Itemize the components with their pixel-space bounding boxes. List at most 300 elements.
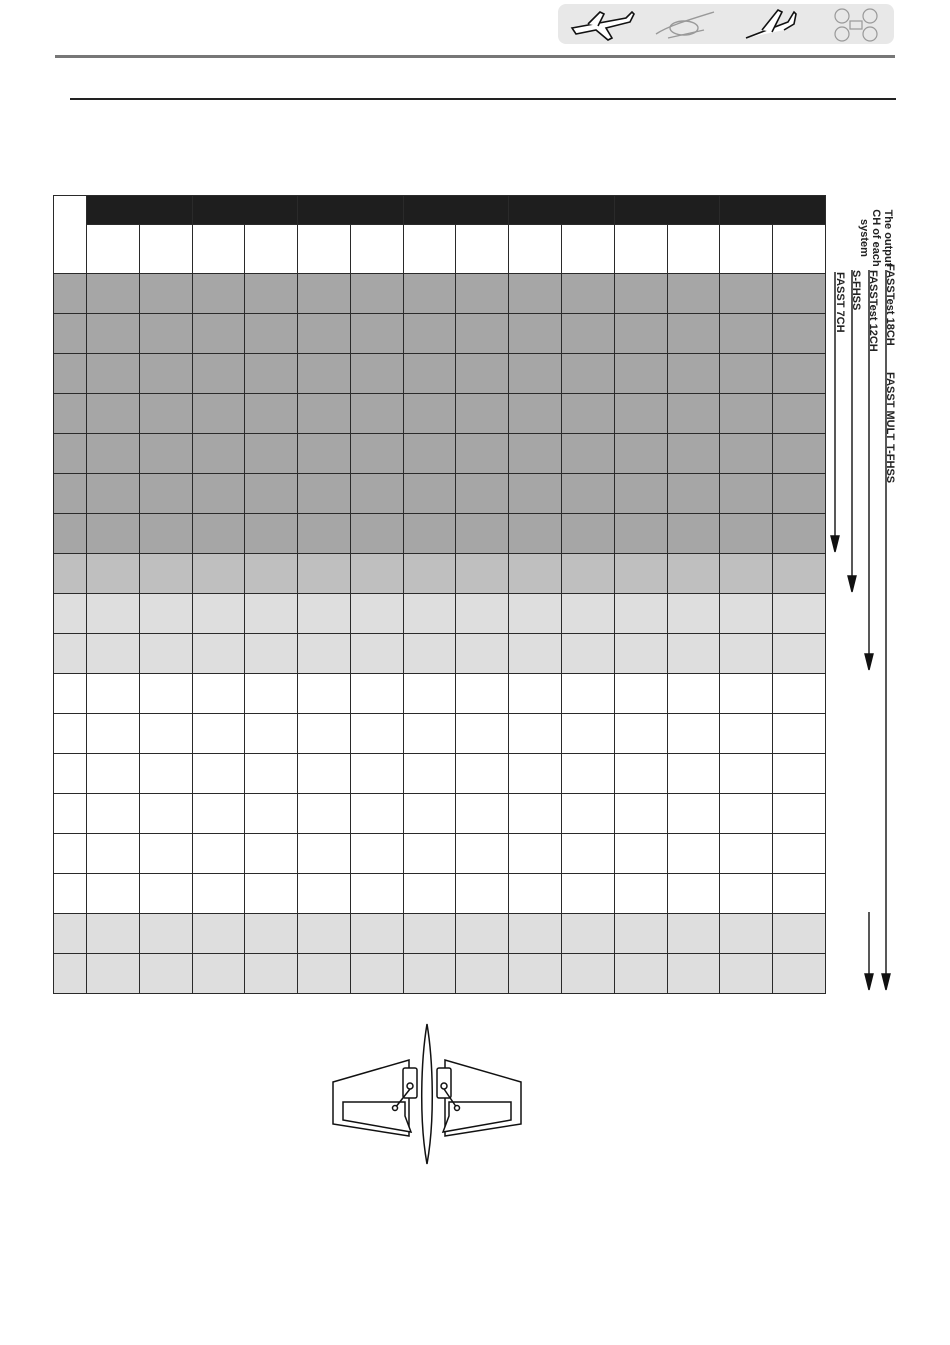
channel-number-cell	[54, 834, 87, 874]
table-row	[54, 354, 826, 394]
channel-number-cell	[54, 274, 87, 314]
table-cell	[614, 834, 667, 874]
function-subheader-cell	[773, 225, 826, 274]
table-cell	[87, 274, 140, 314]
table-cell	[139, 394, 192, 434]
table-cell	[139, 794, 192, 834]
function-subheader-cell	[509, 225, 562, 274]
table-cell	[667, 834, 720, 874]
table-cell	[562, 754, 615, 794]
table-cell	[456, 674, 509, 714]
table-cell	[403, 554, 456, 594]
table-cell	[192, 514, 245, 554]
channel-number-cell	[54, 914, 87, 954]
table-cell	[298, 634, 351, 674]
table-cell	[87, 714, 140, 754]
table-cell	[456, 434, 509, 474]
table-cell	[87, 514, 140, 554]
table-cell	[192, 554, 245, 594]
table-cell	[139, 274, 192, 314]
airplane-icon	[566, 4, 638, 44]
table-cell	[350, 954, 403, 994]
channel-number-cell	[54, 594, 87, 634]
table-cell	[667, 514, 720, 554]
function-subheader-cell	[350, 225, 403, 274]
table-cell	[509, 874, 562, 914]
table-row	[54, 674, 826, 714]
table-cell	[139, 874, 192, 914]
table-cell	[350, 394, 403, 434]
table-cell	[87, 834, 140, 874]
table-cell	[87, 874, 140, 914]
table-cell	[456, 274, 509, 314]
table-cell	[509, 634, 562, 674]
table-cell	[773, 594, 826, 634]
table-cell	[403, 754, 456, 794]
table-cell	[139, 314, 192, 354]
channel-number-cell	[54, 314, 87, 354]
table-cell	[720, 434, 773, 474]
table-cell	[614, 474, 667, 514]
table-cell	[614, 434, 667, 474]
table-cell	[245, 874, 298, 914]
table-cell	[562, 354, 615, 394]
section-rule	[70, 98, 896, 100]
table-cell	[245, 594, 298, 634]
system-label-fasstest-18ch: FASSTest 18CH	[884, 264, 896, 346]
table-cell	[139, 354, 192, 394]
table-cell	[350, 514, 403, 554]
table-cell	[720, 554, 773, 594]
table-row	[54, 874, 826, 914]
table-cell	[509, 474, 562, 514]
table-cell	[720, 914, 773, 954]
table-cell	[667, 354, 720, 394]
function-subheader-cell	[139, 225, 192, 274]
table-row	[54, 834, 826, 874]
glider-icon	[738, 4, 810, 44]
table-cell	[298, 954, 351, 994]
table-cell	[192, 474, 245, 514]
function-group-header	[720, 196, 826, 225]
table-subheader-row	[54, 225, 826, 274]
table-cell	[139, 714, 192, 754]
table-cell	[509, 714, 562, 754]
system-label-fasst-mult: FASST MULT	[884, 372, 896, 441]
table-cell	[720, 594, 773, 634]
table-cell	[773, 474, 826, 514]
table-cell	[720, 514, 773, 554]
table-cell	[192, 674, 245, 714]
channel-number-cell	[54, 474, 87, 514]
table-cell	[245, 794, 298, 834]
table-cell	[298, 514, 351, 554]
table-cell	[667, 634, 720, 674]
multicopter-icon	[820, 4, 892, 44]
table-cell	[350, 274, 403, 314]
output-caption-line-3: system	[858, 219, 870, 257]
table-cell	[667, 274, 720, 314]
table-cell	[245, 914, 298, 954]
table-cell	[245, 434, 298, 474]
table-cell	[509, 914, 562, 954]
channel-number-cell	[54, 634, 87, 674]
table-cell	[562, 954, 615, 994]
table-cell	[87, 434, 140, 474]
model-type-icons	[558, 4, 894, 44]
function-group-header	[87, 196, 193, 225]
table-cell	[192, 834, 245, 874]
table-cell	[350, 634, 403, 674]
table-cell	[403, 794, 456, 834]
function-subheader-cell	[403, 225, 456, 274]
table-cell	[720, 314, 773, 354]
table-cell	[87, 754, 140, 794]
table-cell	[773, 274, 826, 314]
table-cell	[667, 434, 720, 474]
table-cell	[298, 434, 351, 474]
table-cell	[773, 314, 826, 354]
table-cell	[192, 594, 245, 634]
table-cell	[403, 354, 456, 394]
table-cell	[562, 554, 615, 594]
table-cell	[614, 554, 667, 594]
table-cell	[245, 514, 298, 554]
table-cell	[245, 634, 298, 674]
table-cell	[192, 874, 245, 914]
table-cell	[245, 754, 298, 794]
table-cell	[298, 274, 351, 314]
table-cell	[403, 634, 456, 674]
table-cell	[773, 874, 826, 914]
table-cell	[192, 394, 245, 434]
table-cell	[298, 394, 351, 434]
table-cell	[509, 314, 562, 354]
table-cell	[773, 554, 826, 594]
function-subheader-cell	[245, 225, 298, 274]
table-cell	[562, 714, 615, 754]
table-cell	[245, 554, 298, 594]
table-cell	[562, 394, 615, 434]
table-cell	[350, 594, 403, 634]
table-cell	[139, 834, 192, 874]
table-cell	[509, 954, 562, 994]
table-cell	[773, 354, 826, 394]
system-range-arrows	[825, 260, 905, 1000]
table-cell	[350, 754, 403, 794]
system-label-t-fhss: T-FHSS	[884, 444, 896, 484]
table-cell	[245, 834, 298, 874]
table-cell	[245, 354, 298, 394]
table-cell	[509, 554, 562, 594]
table-cell	[298, 594, 351, 634]
function-subheader-cell	[298, 225, 351, 274]
table-cell	[456, 754, 509, 794]
table-cell	[456, 954, 509, 994]
table-cell	[667, 954, 720, 994]
system-label-fasstest-12ch: FASSTest 12CH	[867, 270, 879, 352]
table-cell	[456, 634, 509, 674]
table-cell	[298, 874, 351, 914]
table-cell	[403, 394, 456, 434]
table-cell	[614, 674, 667, 714]
table-cell	[350, 794, 403, 834]
table-cell	[562, 594, 615, 634]
table-cell	[139, 514, 192, 554]
channel-number-cell	[54, 714, 87, 754]
table-cell	[509, 394, 562, 434]
table-cell	[667, 874, 720, 914]
table-row	[54, 714, 826, 754]
table-cell	[298, 554, 351, 594]
table-cell	[139, 674, 192, 714]
table-cell	[614, 274, 667, 314]
table-cell	[773, 434, 826, 474]
flying-wing-servo-diagram-icon	[325, 1020, 529, 1168]
table-cell	[614, 514, 667, 554]
table-cell	[456, 714, 509, 754]
table-cell	[298, 354, 351, 394]
table-cell	[509, 434, 562, 474]
table-cell	[773, 794, 826, 834]
table-cell	[720, 794, 773, 834]
table-cell	[350, 314, 403, 354]
table-cell	[139, 554, 192, 594]
table-cell	[773, 394, 826, 434]
table-cell	[720, 394, 773, 434]
function-group-header	[403, 196, 509, 225]
table-cell	[298, 914, 351, 954]
table-row	[54, 554, 826, 594]
table-cell	[87, 914, 140, 954]
channel-number-cell	[54, 394, 87, 434]
table-cell	[720, 714, 773, 754]
table-cell	[720, 354, 773, 394]
table-cell	[87, 594, 140, 634]
table-cell	[562, 314, 615, 354]
table-cell	[614, 314, 667, 354]
table-cell	[562, 474, 615, 514]
table-cell	[509, 274, 562, 314]
table-cell	[509, 794, 562, 834]
function-subheader-cell	[667, 225, 720, 274]
table-cell	[298, 754, 351, 794]
table-cell	[456, 794, 509, 834]
table-cell	[667, 474, 720, 514]
table-cell	[192, 754, 245, 794]
table-row	[54, 954, 826, 994]
table-cell	[614, 354, 667, 394]
table-cell	[614, 754, 667, 794]
table-cell	[456, 874, 509, 914]
table-cell	[403, 474, 456, 514]
table-cell	[720, 474, 773, 514]
table-cell	[87, 794, 140, 834]
table-cell	[87, 634, 140, 674]
table-cell	[773, 514, 826, 554]
table-row	[54, 274, 826, 314]
table-cell	[139, 474, 192, 514]
table-cell	[350, 354, 403, 394]
channel-number-cell	[54, 954, 87, 994]
table-cell	[456, 834, 509, 874]
table-cell	[245, 954, 298, 994]
table-cell	[403, 914, 456, 954]
table-row	[54, 594, 826, 634]
table-cell	[773, 714, 826, 754]
table-cell	[562, 874, 615, 914]
table-cell	[192, 794, 245, 834]
table-cell	[87, 474, 140, 514]
table-cell	[509, 834, 562, 874]
table-cell	[298, 714, 351, 754]
table-cell	[562, 914, 615, 954]
table-cell	[192, 434, 245, 474]
table-cell	[720, 674, 773, 714]
table-cell	[456, 314, 509, 354]
table-row	[54, 514, 826, 554]
function-group-header	[192, 196, 298, 225]
table-cell	[614, 714, 667, 754]
table-cell	[509, 754, 562, 794]
table-cell	[87, 674, 140, 714]
table-cell	[614, 914, 667, 954]
table-cell	[667, 754, 720, 794]
table-cell	[403, 834, 456, 874]
table-cell	[192, 634, 245, 674]
table-cell	[667, 554, 720, 594]
table-cell	[509, 354, 562, 394]
table-row	[54, 754, 826, 794]
table-cell	[720, 954, 773, 994]
table-cell	[509, 594, 562, 634]
table-cell	[509, 674, 562, 714]
function-subheader-cell	[192, 225, 245, 274]
page-top-rule	[55, 55, 895, 58]
channel-number-cell	[54, 434, 87, 474]
channel-number-cell	[54, 354, 87, 394]
channel-grid	[53, 195, 826, 994]
table-cell	[509, 514, 562, 554]
function-subheader-cell	[720, 225, 773, 274]
table-cell	[720, 274, 773, 314]
function-group-header	[298, 196, 404, 225]
table-cell	[403, 434, 456, 474]
channel-number-cell	[54, 874, 87, 914]
table-cell	[245, 394, 298, 434]
table-cell	[245, 274, 298, 314]
table-cell	[192, 714, 245, 754]
table-cell	[192, 354, 245, 394]
table-cell	[773, 634, 826, 674]
table-cell	[403, 314, 456, 354]
table-cell	[87, 954, 140, 994]
table-cell	[456, 514, 509, 554]
table-cell	[298, 674, 351, 714]
table-cell	[139, 914, 192, 954]
table-cell	[350, 714, 403, 754]
table-cell	[139, 594, 192, 634]
table-cell	[139, 754, 192, 794]
output-caption-line-1: The output	[882, 209, 894, 267]
table-cell	[614, 394, 667, 434]
table-cell	[87, 394, 140, 434]
table-cell	[139, 954, 192, 994]
table-corner-cell	[54, 196, 87, 274]
table-cell	[456, 394, 509, 434]
table-cell	[773, 754, 826, 794]
table-cell	[192, 954, 245, 994]
table-cell	[456, 474, 509, 514]
system-label-s-fhss: S-FHSS	[850, 270, 862, 311]
table-cell	[667, 714, 720, 754]
table-cell	[667, 674, 720, 714]
table-cell	[562, 834, 615, 874]
table-cell	[403, 714, 456, 754]
table-row	[54, 434, 826, 474]
table-cell	[87, 314, 140, 354]
table-cell	[562, 514, 615, 554]
table-row	[54, 914, 826, 954]
table-cell	[350, 874, 403, 914]
table-cell	[456, 554, 509, 594]
table-cell	[614, 594, 667, 634]
table-cell	[403, 954, 456, 994]
channel-number-cell	[54, 514, 87, 554]
table-cell	[456, 914, 509, 954]
table-cell	[192, 314, 245, 354]
function-subheader-cell	[614, 225, 667, 274]
table-cell	[720, 834, 773, 874]
table-cell	[403, 274, 456, 314]
table-cell	[773, 914, 826, 954]
function-subheader-cell	[562, 225, 615, 274]
table-cell	[87, 554, 140, 594]
table-cell	[350, 834, 403, 874]
table-row	[54, 394, 826, 434]
table-cell	[667, 394, 720, 434]
system-label-fasst-7ch: FASST 7CH	[834, 272, 846, 333]
table-cell	[562, 634, 615, 674]
table-cell	[667, 314, 720, 354]
channel-number-cell	[54, 674, 87, 714]
function-group-header	[509, 196, 615, 225]
table-row	[54, 794, 826, 834]
channel-number-cell	[54, 754, 87, 794]
table-cell	[192, 274, 245, 314]
table-cell	[298, 314, 351, 354]
table-cell	[350, 434, 403, 474]
table-cell	[773, 674, 826, 714]
table-cell	[350, 554, 403, 594]
channel-number-cell	[54, 554, 87, 594]
helicopter-icon	[648, 4, 720, 44]
table-cell	[245, 314, 298, 354]
table-cell	[562, 274, 615, 314]
channel-table	[53, 195, 825, 993]
function-group-header	[614, 196, 720, 225]
table-cell	[667, 794, 720, 834]
table-cell	[403, 514, 456, 554]
table-cell	[667, 914, 720, 954]
output-caption-line-2: CH of each	[870, 209, 882, 267]
table-header-row	[54, 196, 826, 225]
table-cell	[139, 434, 192, 474]
table-cell	[298, 834, 351, 874]
table-cell	[562, 794, 615, 834]
table-cell	[720, 874, 773, 914]
channel-number-cell	[54, 794, 87, 834]
